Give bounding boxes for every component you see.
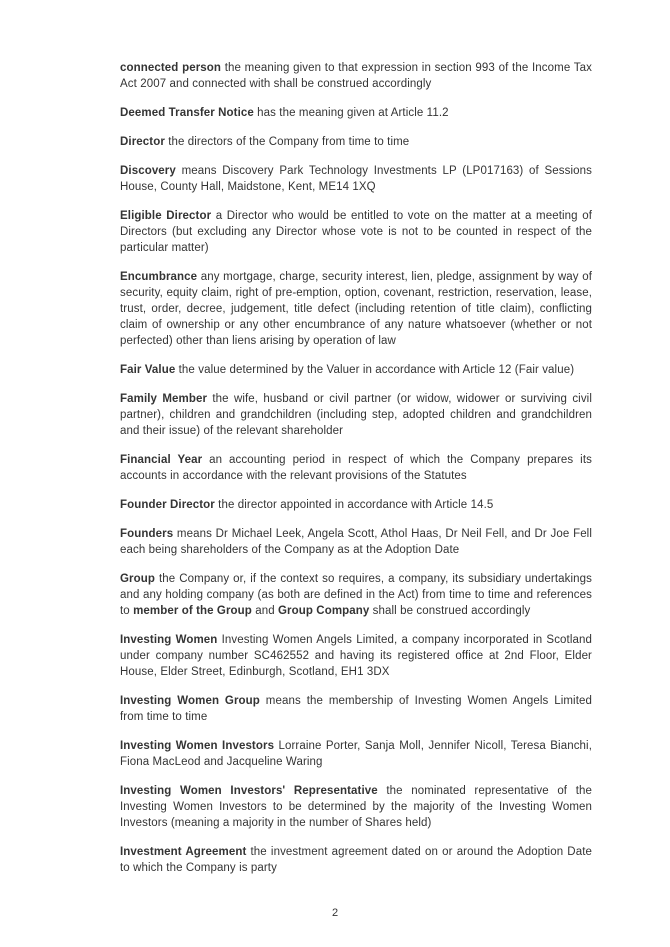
definition-text: has the meaning given at Article 11.2 bbox=[253, 107, 449, 119]
definition-term: Discovery bbox=[120, 165, 176, 177]
definition-term: Director bbox=[120, 136, 165, 148]
definition-paragraph bbox=[120, 738, 592, 770]
definition-term: Financial Year bbox=[120, 454, 203, 466]
definition-paragraph bbox=[120, 163, 592, 195]
definition-paragraph bbox=[120, 783, 592, 831]
page-number: 2 bbox=[331, 907, 339, 919]
definition-term: Eligible Director bbox=[120, 210, 212, 222]
definition-text: the directors of the Company from time to time bbox=[164, 136, 410, 148]
definition-paragraph bbox=[120, 693, 592, 725]
definition-paragraph bbox=[120, 391, 592, 439]
definition-paragraph bbox=[120, 571, 592, 619]
definition-term: Group bbox=[120, 573, 155, 585]
definition-term: connected person bbox=[120, 62, 222, 74]
definition-text: a Director who would be entitled to vote on the matter at a meeting of Directors (but excluding any Director whose vote is not to be counted in respect of the particular matter) bbox=[120, 210, 592, 254]
definition-text: means Discovery Park Technology Investments LP (LP017163) of Sessions House, County Hall, Maidstone, Kent, ME14 1XQ bbox=[120, 165, 592, 193]
definition-text: and bbox=[251, 605, 278, 617]
definition-paragraph bbox=[120, 105, 592, 121]
document-body bbox=[120, 60, 592, 889]
definition-paragraph bbox=[120, 208, 592, 256]
definition-text: means the membership of Investing Women Angels Limited from time to time bbox=[120, 695, 592, 723]
definition-term: Investment Agreement bbox=[120, 846, 247, 858]
definition-text: the value determined by the Valuer in accordance with Article 12 (Fair value) bbox=[175, 364, 575, 376]
definition-paragraph bbox=[120, 60, 592, 92]
definition-text: Investing Women Angels Limited, a company incorporated in Scotland under company number SC462552 and having its registered office at 2nd Floor, Elder House, Elder Street, Edinburgh, Scotland, EH1 3DX bbox=[120, 634, 592, 678]
definition-paragraph bbox=[120, 269, 592, 349]
definition-paragraph bbox=[120, 362, 592, 378]
definition-term: Family Member bbox=[120, 393, 208, 405]
definition-term: Investing Women Investors' Representative bbox=[120, 785, 378, 797]
definition-term: Founders bbox=[120, 528, 174, 540]
definition-paragraph bbox=[120, 844, 592, 876]
definition-term: Founder Director bbox=[120, 499, 215, 511]
definition-term: Investing Women Investors bbox=[120, 740, 275, 752]
definition-paragraph bbox=[120, 497, 592, 513]
definition-text: shall be construed accordingly bbox=[369, 605, 531, 617]
definition-term: Investing Women bbox=[120, 634, 218, 646]
definition-text: Lorraine Porter, Sanja Moll, Jennifer Nicoll, Teresa Bianchi, Fiona MacLeod and Jacqueline Waring bbox=[120, 740, 592, 768]
definition-text: the wife, husband or civil partner (or widow, widower or surviving civil partner), children and grandchildren (including step, adopted children and grandchildren and their issue) of the relevant shareholder bbox=[120, 393, 592, 437]
definition-text: an accounting period in respect of which the Company prepares its accounts in accordance with the relevant provisions of the Statutes bbox=[120, 454, 592, 482]
definition-term: Deemed Transfer Notice bbox=[120, 107, 254, 119]
definition-text: the meaning given to that expression in section 993 of the Income Tax Act 2007 and connected with shall be construed accordingly bbox=[120, 62, 592, 90]
definition-paragraph bbox=[120, 452, 592, 484]
definition-term: member of the Group bbox=[133, 605, 252, 617]
definition-text: means Dr Michael Leek, Angela Scott, Athol Haas, Dr Neil Fell, and Dr Joe Fell each being shareholders of the Company as at the Adoption Date bbox=[120, 528, 592, 556]
definition-paragraph bbox=[120, 134, 592, 150]
definition-paragraph bbox=[120, 526, 592, 558]
definition-text: any mortgage, charge, security interest, lien, pledge, assignment by way of security, equity claim, right of pre-emption, option, covenant, restriction, reservation, lease, trust, order, decree, judgement, title defect (including retention of title claim), conflicting claim of ownership or any other encumbrance of any nature whatsoever (whether or not perfected) other than liens arising by operation of law bbox=[120, 271, 592, 347]
definition-term: Fair Value bbox=[120, 364, 176, 376]
definition-term: Investing Women Group bbox=[120, 695, 260, 707]
definition-text: the Company or, if the context so requires, a company, its subsidiary undertakings and any holding company (as both are defined in the Act) from time to time and references to bbox=[120, 573, 592, 617]
definition-text: the investment agreement dated on or around the Adoption Date to which the Company is party bbox=[120, 846, 592, 874]
definition-text: the nominated representative of the Investing Women Investors to be determined by the majority of the Investing Women Investors (meaning a majority in the number of Shares held) bbox=[120, 785, 592, 829]
definition-term: Group Company bbox=[278, 605, 370, 617]
definition-term: Encumbrance bbox=[120, 271, 198, 283]
definition-paragraph bbox=[120, 632, 592, 680]
definition-text: the director appointed in accordance with Article 14.5 bbox=[214, 499, 494, 511]
